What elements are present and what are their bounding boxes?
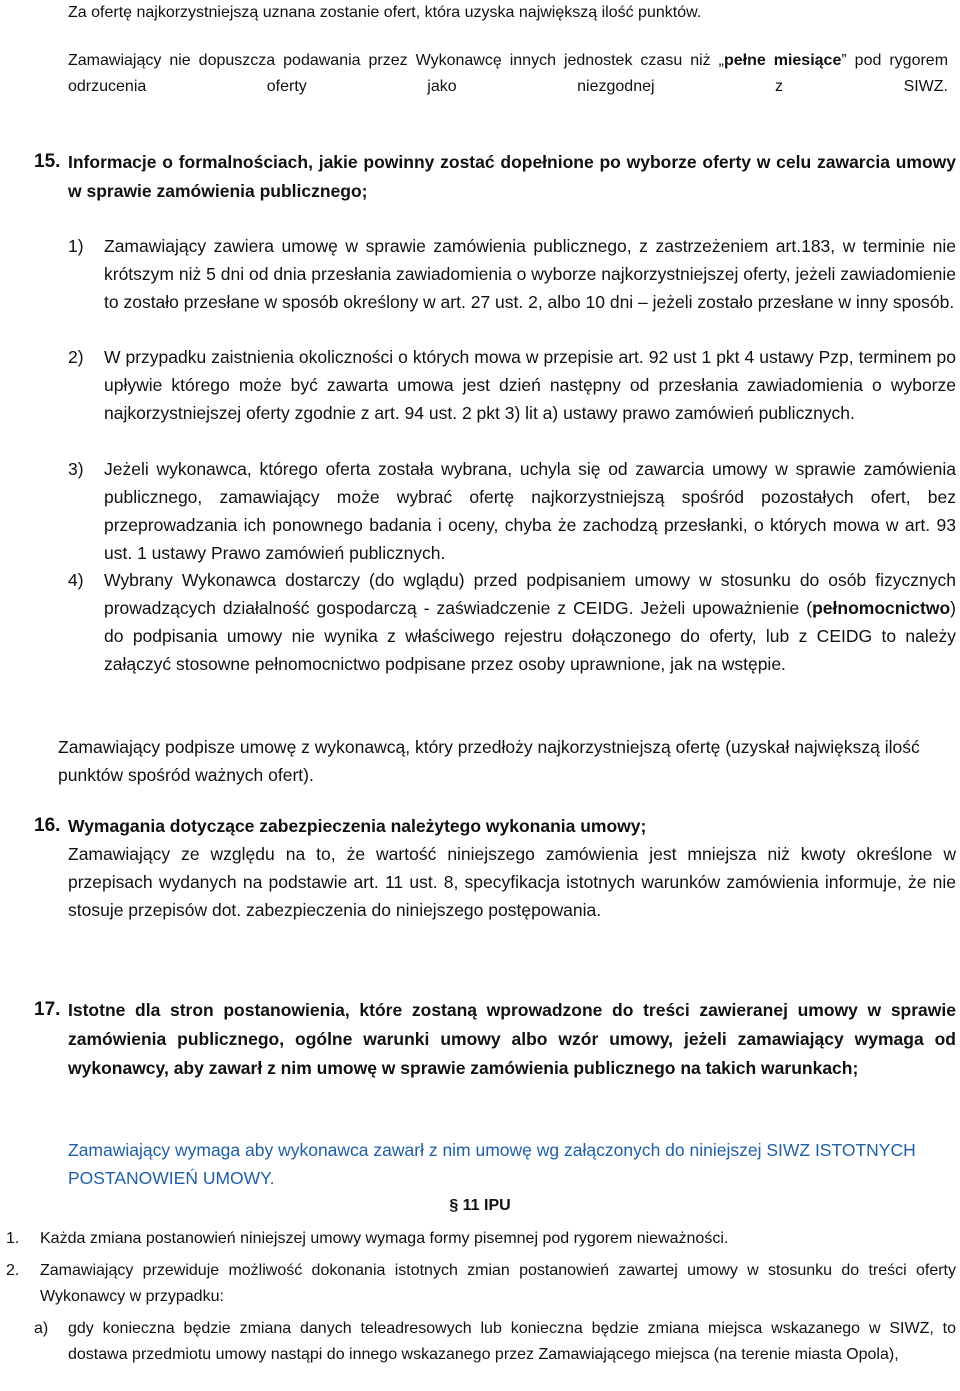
item-text-bold: pełnomocnictwo bbox=[812, 598, 951, 618]
section-15-number: 15. bbox=[34, 151, 61, 172]
intro-line: Za ofertę najkorzystniejszą uznana zostanie ofert, która uzyska największą ilość punktów. bbox=[68, 4, 702, 21]
section-15-item-1 bbox=[68, 232, 956, 316]
item-number: 1. bbox=[6, 1230, 20, 1247]
item-number: a) bbox=[34, 1320, 49, 1337]
item-text: Jeżeli wykonawca, którego oferta została wybrana, uchyla się od zawarcia umowy w sprawie zamówienia publicznego, zamawiający może wybrać ofertę najkorzystniejszą spośród pozostałych ofert, bez przeprowadzania ich ponownego badania i oceny, chyba że zachodzą przesłanki, o których mowa w art. 93 ust. 1 ustawy Prawo zamówień publicznych. bbox=[104, 459, 956, 563]
section-15-item-3 bbox=[68, 455, 956, 567]
item-number: 4) bbox=[68, 570, 84, 590]
section-15-heading: Informacje o formalnościach, jakie powinny zostać dopełnione po wyborze oferty w celu zawarcia umowy w sprawie zamówienia publicznego; bbox=[68, 152, 956, 201]
item-number: 2) bbox=[68, 347, 84, 367]
item-text-a: Wybrany Wykonawca dostarczy (do wglądu) przed podpisaniem umowy w stosunku do osób fizycznych prowadzących działalność gospodarczą - zaświadczenie z CEIDG. Jeżeli upoważnienie ( bbox=[104, 570, 956, 618]
item-text-b: ) do podpisania umowy nie wynika z właściwego rejestru dołączonego do oferty, lub z CEIDG to należy załączyć stosowne pełnomocnictwo podpisane przez osoby uprawnione, jak na wstępie. bbox=[104, 598, 956, 674]
section-16-number: 16. bbox=[34, 815, 61, 836]
section-15-item-2 bbox=[68, 343, 956, 427]
section-17-number: 17. bbox=[34, 999, 61, 1020]
item-number: 3) bbox=[68, 459, 84, 479]
section-15-item-4 bbox=[68, 566, 956, 678]
intro-text-a: Zamawiający nie dopuszcza podawania przez Wykonawcę innych jednostek czasu niż „ bbox=[68, 52, 724, 69]
section-16-heading: Wymagania dotyczące zabezpieczenia należytego wykonania umowy; bbox=[68, 816, 647, 836]
intro-text-bold: pełne miesiące bbox=[723, 52, 842, 69]
item-text: Zamawiający przewiduje możliwość dokonania istotnych zmian postanowień zawartej umowy w stosunku do treści oferty Wykonawcy w przypadku: bbox=[40, 1262, 956, 1305]
intro-paragraph bbox=[68, 48, 948, 100]
item-number: 2. bbox=[6, 1262, 20, 1279]
paragraph-title: § 11 IPU bbox=[449, 1197, 511, 1214]
ipu-item-1 bbox=[6, 1226, 956, 1252]
item-text: Każda zmiana postanowień niniejszej umowy wymaga formy pisemnej pod rygorem nieważności. bbox=[40, 1230, 729, 1247]
section-17-heading: Istotne dla stron postanowienia, które zostaną wprowadzone do treści zawieranej umowy w sprawie zamówienia publicznego, ogólne warunki umowy albo wzór umowy, jeżeli zamawiający wymaga od wykonawcy, aby zawarł z nim umowę w sprawie zamówienia publicznego na takich warunkach; bbox=[68, 1000, 956, 1078]
intro-text-b: ” pod rygorem odrzucenia oferty jako niezgodnej z SIWZ. bbox=[68, 52, 949, 95]
section-16-body: Zamawiający ze względu na to, że wartość niniejszego zamówienia jest mniejsza niż kwoty określone w przepisach wydanych na podstawie art. 11 ust. 8, specyfikacja istotnych warunków zamówienia informuje, że nie stosuje przepisów dot. zabezpieczenia do niniejszego postępowania. bbox=[68, 844, 956, 920]
ipu-sub-item-a bbox=[34, 1316, 956, 1368]
item-text: gdy konieczna będzie zmiana danych teleadresowych lub konieczna będzie zmiana miejsca wskazanego w SIWZ, to dostawa przedmiotu umowy nastąpi do innego wskazanego przez Zamawiającego miejsca (na terenie miasta Opola), bbox=[68, 1320, 956, 1363]
section-15-closing: Zamawiający podpisze umowę z wykonawcą, który przedłoży najkorzystniejszą ofertę (uzyskał największą ilość punktów spośród ważnych ofert). bbox=[58, 737, 920, 785]
item-number: 1) bbox=[68, 236, 84, 256]
item-text: W przypadku zaistnienia okoliczności o których mowa w przepisie art. 92 ust 1 pkt 4 ustawy Pzp, terminem po upływie którego może być zawarta umowa jest dzień następny od przesłania zawiadomienia o wyborze najkorzystniejszej oferty zgodnie z art. 94 ust. 2 pkt 3) lit a) ustawy prawo zamówień publicznych. bbox=[104, 347, 956, 423]
ipu-item-2 bbox=[6, 1258, 956, 1310]
item-text: Zamawiający zawiera umowę w sprawie zamówienia publicznego, z zastrzeżeniem art.183, w terminie nie krótszym niż 5 dni od dnia przesłania zawiadomienia o wyborze najkorzystniejszej oferty, jeżeli zawiadomienie to zostało przesłane w sposób określony w art. 27 ust. 2, albo 10 dni – jeżeli zostało przesłane w inny sposób. bbox=[104, 236, 956, 312]
section-17-blue-text: Zamawiający wymaga aby wykonawca zawarł z nim umowę wg załączonych do niniejszej SIWZ ISTOTNYCH POSTANOWIEŃ UMOWY. bbox=[68, 1140, 916, 1188]
item-text bbox=[104, 566, 956, 678]
